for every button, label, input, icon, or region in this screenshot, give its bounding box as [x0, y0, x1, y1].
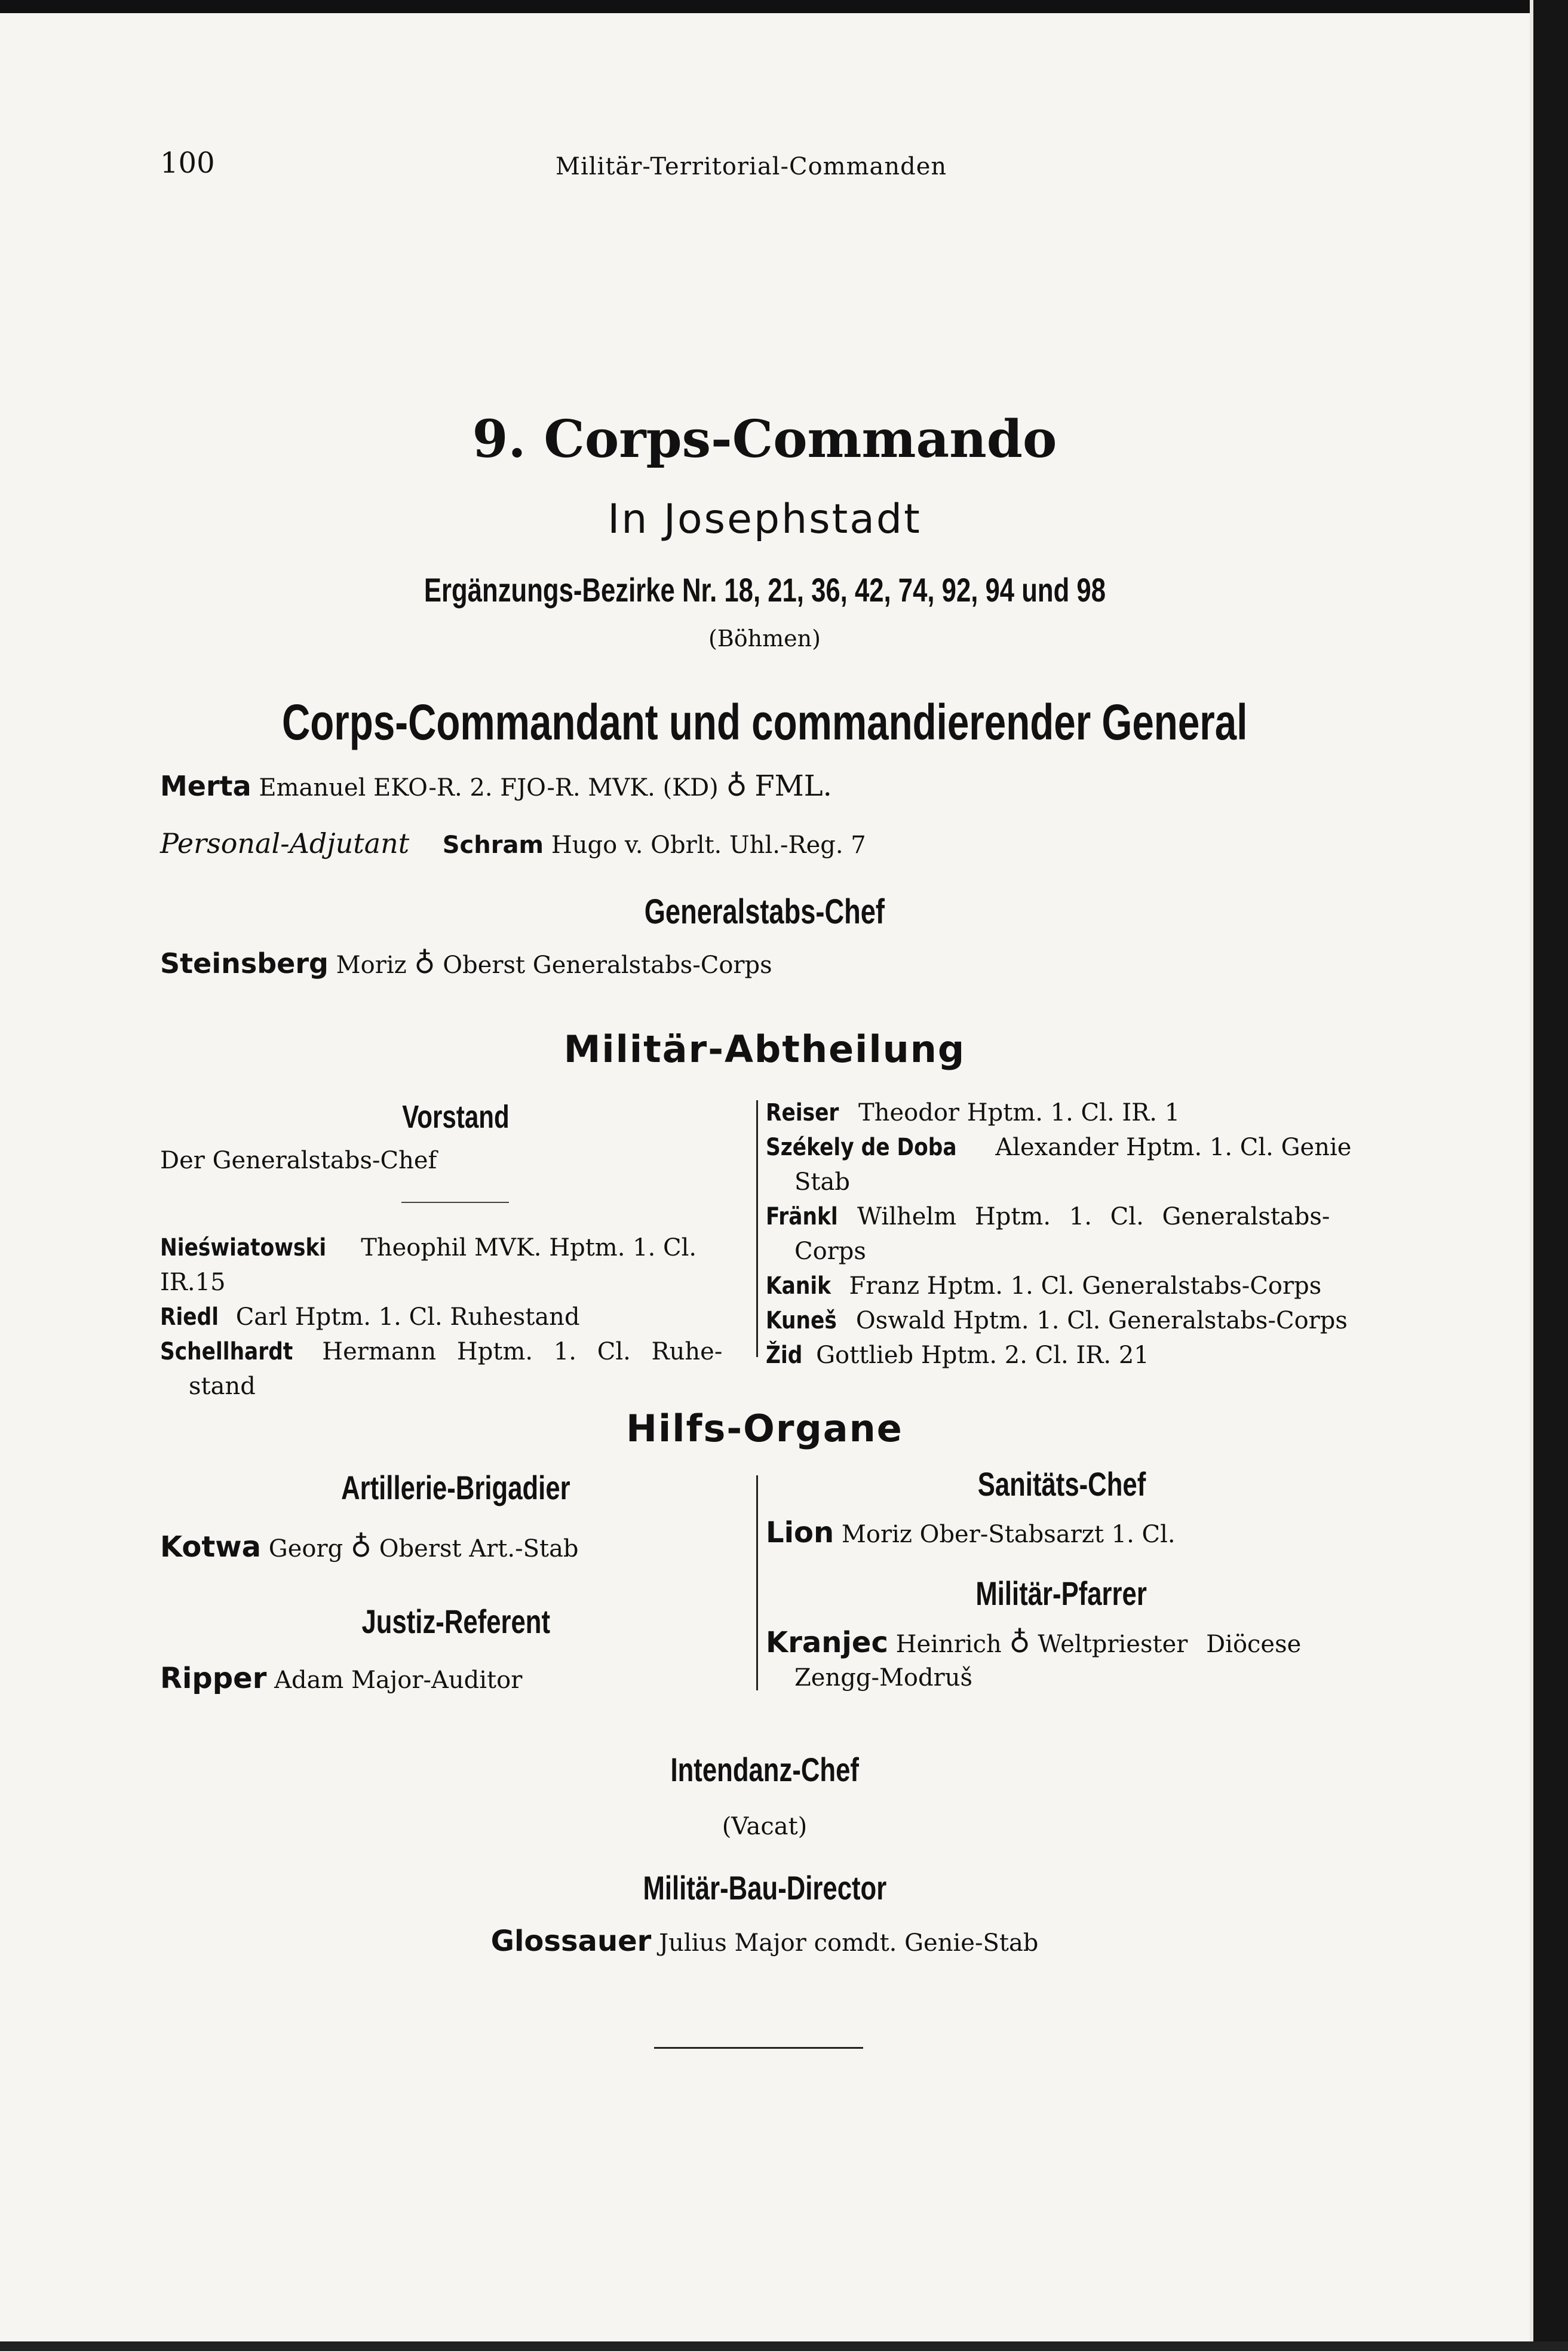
- staff-chief-first: Moriz: [336, 952, 407, 979]
- adjutant-details: Hugo v. Obrlt. Uhl.-Reg. 7: [551, 831, 866, 859]
- justice-entry: Ripper Adam Major-Auditor: [160, 1662, 523, 1695]
- commander-rank: FML.: [754, 769, 832, 803]
- chaplain-heading: Militär-Pfarrer: [975, 1575, 1147, 1612]
- chaplain-name: Kranjec: [766, 1626, 888, 1659]
- vorstand-value: Der Generalstabs-Chef: [160, 1147, 437, 1174]
- page-number: 100: [160, 146, 215, 180]
- aux-heading: Hilfs-Organe: [626, 1407, 903, 1450]
- staff-chief-entry: [160, 947, 772, 980]
- list-item: Kuneš Oswald Hptm. 1. Cl. Generalstabs-Corps: [766, 1307, 1348, 1334]
- military-dept-heading: Militär-Abtheilung: [563, 1027, 966, 1071]
- end-rule: [654, 2047, 863, 2049]
- list-item-cont: Stab: [794, 1168, 850, 1196]
- staff-chief-heading: Generalstabs-Chef: [644, 892, 885, 931]
- intendanz-heading: Intendanz-Chef: [670, 1751, 859, 1788]
- column-divider: [756, 1100, 758, 1357]
- list-item: Žid Gottlieb Hptm. 2. Cl. IR. 21: [766, 1342, 1149, 1369]
- column-divider: [756, 1475, 758, 1690]
- scan-border-right: [1533, 0, 1568, 2351]
- military-dept-left-list: [160, 1230, 751, 1404]
- building-heading: Militär-Bau-Director: [643, 1869, 886, 1907]
- adjutant-label: Personal-Adjutant: [160, 827, 410, 860]
- list-item-cont: stand: [189, 1373, 256, 1400]
- list-item: Fränkl Wilhelm Hptm. 1. Cl. Generalstabs-: [766, 1203, 1330, 1230]
- military-dept-right-list: [766, 1095, 1363, 1373]
- artillery-entry: Kotwa Georg ♁ Oberst Art.-Stab: [160, 1530, 579, 1564]
- list-item: Székely de Doba Alexander Hptm. 1. Cl. Genie: [766, 1134, 1352, 1161]
- list-item-cont: Corps: [794, 1238, 866, 1265]
- commander-name: Merta: [160, 770, 251, 802]
- list-item: Nieświatowski Theophil MVK. Hptm. 1. Cl. IR.15: [160, 1234, 697, 1296]
- list-item: Kanik Franz Hptm. 1. Cl. Generalstabs-Corps: [766, 1272, 1322, 1300]
- list-item: Reiser Theodor Hptm. 1. Cl. IR. 1: [766, 1099, 1180, 1127]
- vorstand-heading: Vorstand: [402, 1099, 510, 1135]
- list-item: Riedl Carl Hptm. 1. Cl. Ruhestand: [160, 1303, 580, 1331]
- artillery-name: Kotwa: [160, 1530, 262, 1564]
- staff-chief-name: Steinsberg: [160, 947, 329, 980]
- intendanz-value: (Vacat): [722, 1813, 808, 1840]
- artillery-heading: Artillerie-Brigadier: [341, 1469, 570, 1506]
- order-cross-icon: ♁: [350, 1530, 372, 1564]
- justice-heading: Justiz-Referent: [361, 1603, 550, 1640]
- list-item: Schellhardt Hermann Hptm. 1. Cl. Ruhe-: [160, 1338, 723, 1365]
- sanitary-entry: Lion Moriz Ober-Stabsarzt 1. Cl.: [766, 1516, 1176, 1549]
- location-line: In Josephstadt: [607, 496, 922, 543]
- commander-heading: Corps-Commandant und commandierender General: [281, 694, 1248, 750]
- separator: [401, 1202, 509, 1203]
- commander-details: Emanuel EKO-R. 2. FJO-R. MVK. (KD): [259, 774, 719, 802]
- building-name: Glossauer: [490, 1925, 652, 1958]
- page-title: 9. Corps-Commando: [472, 409, 1057, 469]
- staff-chief-details: Oberst Generalstabs-Corps: [443, 952, 772, 979]
- order-cross-icon: ♁: [414, 947, 435, 980]
- order-cross-icon: ♁: [726, 769, 747, 803]
- justice-name: Ripper: [160, 1662, 267, 1695]
- sanitary-name: Lion: [766, 1516, 834, 1549]
- building-entry: Glossauer Julius Major comdt. Genie-Stab: [490, 1925, 1039, 1958]
- commander-entry: [160, 769, 832, 803]
- chaplain-entry: Kranjec Heinrich ♁ Weltpriester Diöcese Zengg-Modruš: [766, 1626, 1302, 1692]
- adjutant-name: Schram: [442, 831, 544, 859]
- sanitary-heading: Sanitäts-Chef: [977, 1465, 1146, 1503]
- order-cross-icon: ♁: [1009, 1626, 1030, 1659]
- adjutant-entry: [160, 827, 866, 860]
- region-line: (Böhmen): [708, 625, 821, 652]
- running-title: Militär-Territorial-Commanden: [556, 153, 947, 180]
- districts-line: Ergänzungs-Bezirke Nr. 18, 21, 36, 42, 74, 92, 94 und 98: [424, 571, 1106, 609]
